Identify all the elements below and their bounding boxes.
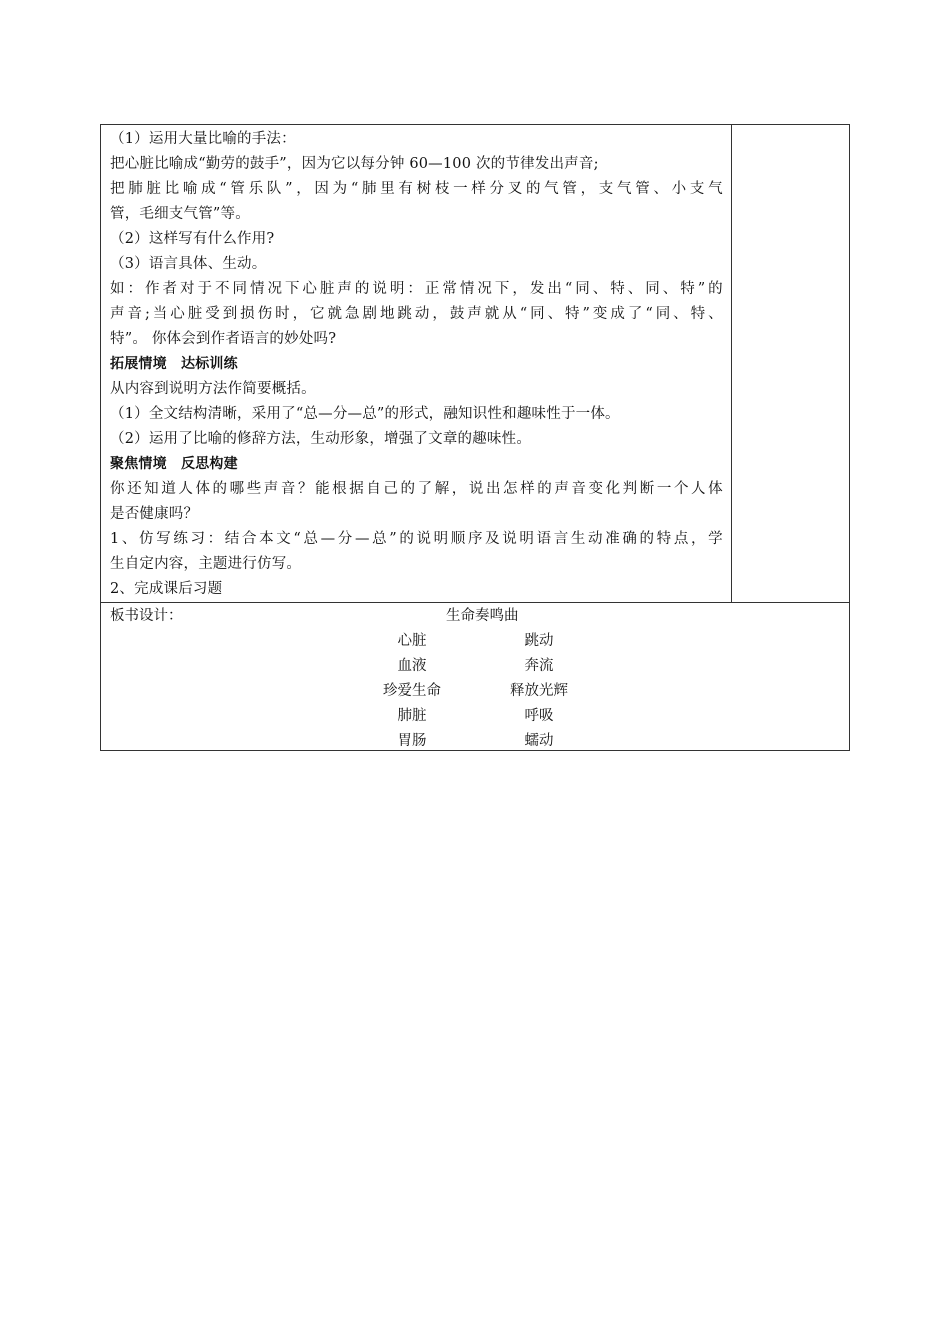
board-row-left: 胃肠 bbox=[397, 733, 427, 749]
board-row-left: 心脏 bbox=[397, 633, 427, 649]
text-line: 1、仿写练习：结合本文“总—分—总”的说明顺序及说明语言生动准确的特点，学 bbox=[110, 531, 723, 547]
content-cell bbox=[101, 125, 732, 603]
text-line: （1）运用大量比喻的手法： bbox=[110, 131, 296, 147]
text-line: 把肺脏比喻成“管乐队”，因为“肺里有树枝一样分叉的气管，支气管、小支气 bbox=[110, 181, 723, 197]
board-row-left: 肺脏 bbox=[397, 708, 427, 724]
text-line: 从内容到说明方法作简要概括。 bbox=[110, 381, 316, 397]
text-line: 把心脏比喻成“勤劳的鼓手”，因为它以每分钟 60—100 次的节律发出声音; bbox=[110, 156, 599, 172]
text-line: 是否健康吗？ bbox=[110, 506, 199, 522]
content-row bbox=[101, 125, 850, 603]
section-heading: 拓展情境 达标训练 bbox=[110, 356, 238, 372]
board-row-left: 珍爱生命 bbox=[383, 683, 441, 699]
text-line: 生自定内容，主题进行仿写。 bbox=[110, 556, 302, 572]
text-line: 声音;当心脏受到损伤时，它就急剧地跳动，鼓声就从“同、特”变成了“同、特、 bbox=[110, 306, 723, 322]
board-design-label: 板书设计： bbox=[110, 608, 183, 624]
text-line: （3）语言具体、生动。 bbox=[110, 256, 267, 272]
board-design-row bbox=[101, 603, 850, 751]
board-row-right: 跳动 bbox=[524, 633, 554, 649]
text-line: 你还知道人体的哪些声音？能根据自己的了解，说出怎样的声音变化判断一个人体 bbox=[110, 481, 723, 497]
side-notes-cell bbox=[731, 125, 849, 603]
text-line: 2、完成课后习题 bbox=[110, 581, 223, 597]
text-line: （2）运用了比喻的修辞方法，生动形象，增强了文章的趣味性。 bbox=[110, 431, 532, 447]
board-row-right: 呼吸 bbox=[524, 708, 554, 724]
section-heading: 聚焦情境 反思构建 bbox=[110, 456, 238, 472]
board-row-right: 释放光辉 bbox=[510, 683, 568, 699]
board-row-left: 血液 bbox=[397, 658, 427, 674]
text-line: （1）全文结构清晰，采用了“总—分—总”的形式，融知识性和趣味性于一体。 bbox=[110, 406, 620, 422]
board-design-title: 生命奏鸣曲 bbox=[446, 608, 519, 624]
text-line: 如：作者对于不同情况下心脏声的说明：正常情况下，发出“同、特、同、特”的 bbox=[110, 281, 723, 297]
text-line: 特”。 你体会到作者语言的妙处吗? bbox=[110, 331, 337, 347]
board-row-right: 蠕动 bbox=[524, 733, 554, 749]
text-line: 管，毛细支气管”等。 bbox=[110, 206, 250, 222]
board-row-right: 奔流 bbox=[524, 658, 554, 674]
board-design-cell bbox=[101, 603, 850, 751]
text-line: （2）这样写有什么作用? bbox=[110, 231, 275, 247]
lesson-plan-table bbox=[100, 124, 850, 751]
